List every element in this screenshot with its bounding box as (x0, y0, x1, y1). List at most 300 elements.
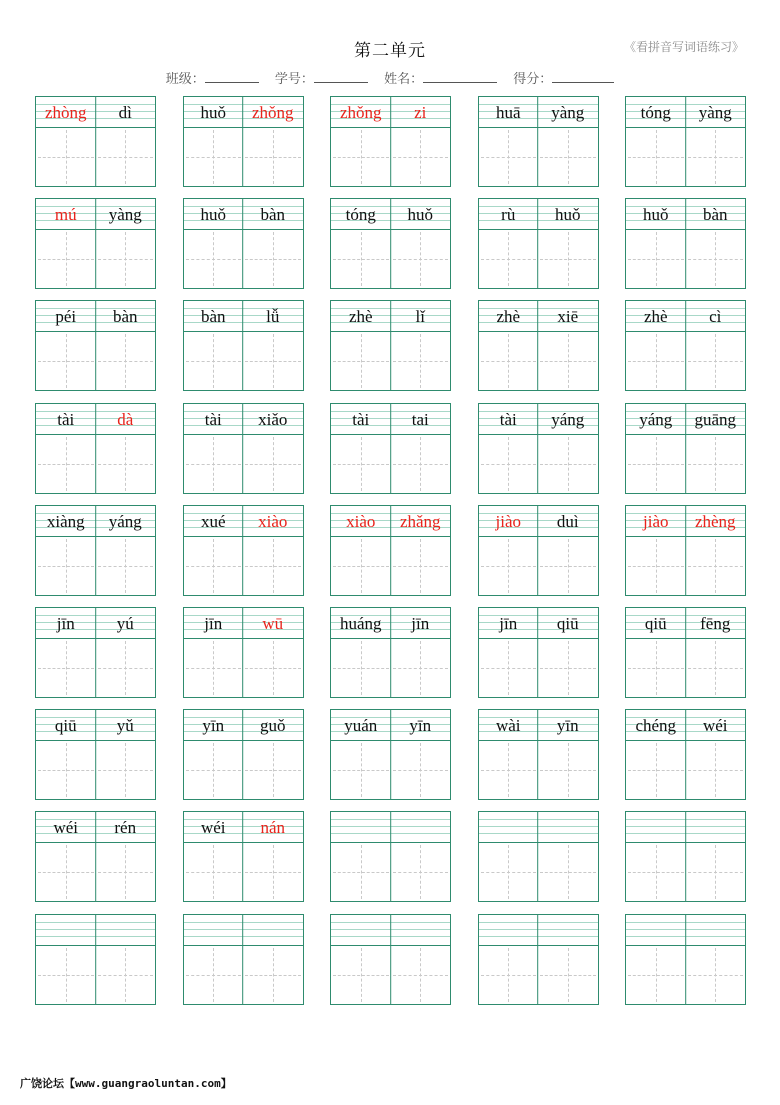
guide-line (361, 130, 362, 184)
guide-line (125, 948, 126, 1002)
guide-line (656, 845, 657, 899)
pinyin-right: dà (117, 409, 134, 429)
word-cell (35, 300, 156, 391)
word-cell (330, 811, 451, 902)
score-label: 得分： (513, 72, 553, 87)
pinyin-left: tài (204, 409, 222, 429)
character-box[interactable] (36, 537, 96, 595)
character-box[interactable] (686, 537, 746, 595)
character-box[interactable] (538, 128, 598, 186)
pinyin-right: duì (556, 511, 579, 531)
guide-line (508, 437, 509, 491)
pinyin-left (331, 916, 391, 945)
word-cell (478, 198, 599, 289)
character-box[interactable] (96, 639, 156, 697)
guide-line (273, 641, 274, 695)
character-box[interactable] (686, 230, 746, 288)
character-box[interactable] (184, 332, 244, 390)
character-box[interactable] (331, 639, 391, 697)
class-field (166, 72, 259, 87)
character-box[interactable] (626, 741, 686, 799)
word-cell (330, 914, 451, 1005)
word-cell (330, 96, 451, 187)
character-box[interactable] (686, 843, 746, 901)
guide-line (420, 539, 421, 593)
guide-line (66, 437, 67, 491)
pinyin-right: yīn (409, 716, 432, 736)
character-box[interactable] (626, 843, 686, 901)
pinyin-left: zhè (496, 307, 521, 327)
pinyin-right: yáng (108, 511, 142, 531)
guide-line (361, 232, 362, 286)
character-box[interactable] (243, 537, 303, 595)
character-box[interactable] (184, 741, 244, 799)
pinyin-left: tóng (640, 103, 671, 122)
guide-line (213, 845, 214, 899)
guide-line (508, 232, 509, 286)
character-box[interactable] (479, 741, 539, 799)
character-box[interactable] (184, 435, 244, 493)
guide-line (420, 232, 421, 286)
word-cell (330, 403, 451, 494)
pinyin-left (184, 916, 244, 945)
pinyin-right: cì (709, 307, 722, 327)
guide-line (213, 437, 214, 491)
guide-line (125, 641, 126, 695)
word-cell (625, 403, 746, 494)
guide-line (66, 948, 67, 1002)
guide-line (213, 641, 214, 695)
guide-line (508, 845, 509, 899)
guide-line (420, 641, 421, 695)
character-box[interactable] (626, 332, 686, 390)
guide-line (715, 334, 716, 388)
pinyin-left: mú (54, 205, 77, 225)
character-box[interactable] (331, 843, 391, 901)
character-box[interactable] (479, 435, 539, 493)
character-box[interactable] (391, 741, 451, 799)
guide-line (125, 437, 126, 491)
score-field (513, 72, 614, 87)
word-cell (625, 607, 746, 698)
guide-line (361, 437, 362, 491)
pinyin-left: xiào (346, 511, 376, 531)
pinyin-right: lǚ (266, 307, 280, 327)
pinyin-right (686, 813, 746, 842)
character-box[interactable] (96, 230, 156, 288)
character-box[interactable] (96, 946, 156, 1004)
guide-line (715, 845, 716, 899)
word-cell (625, 709, 746, 800)
pinyin-left: jīn (499, 613, 518, 633)
character-box[interactable] (243, 230, 303, 288)
character-box[interactable] (184, 230, 244, 288)
guide-line (125, 845, 126, 899)
character-box[interactable] (36, 843, 96, 901)
character-box[interactable] (331, 230, 391, 288)
character-box[interactable] (479, 332, 539, 390)
character-box[interactable] (331, 332, 391, 390)
word-cell (183, 709, 304, 800)
pinyin-left: zhè (348, 307, 373, 327)
student-number-field (275, 72, 368, 87)
character-box[interactable] (538, 537, 598, 595)
guide-line (361, 334, 362, 388)
name-label: 姓名： (384, 72, 424, 87)
guide-line (568, 641, 569, 695)
character-box[interactable] (626, 537, 686, 595)
word-cell (625, 300, 746, 391)
character-box[interactable] (626, 128, 686, 186)
word-cell (35, 505, 156, 596)
character-box[interactable] (331, 435, 391, 493)
guide-line (656, 743, 657, 797)
word-cell (330, 300, 451, 391)
pinyin-left: péi (55, 307, 77, 327)
character-box[interactable] (243, 128, 303, 186)
pinyin-left: jiào (495, 511, 521, 531)
guide-line (213, 334, 214, 388)
pinyin-left: qiū (644, 613, 667, 633)
guide-line (213, 130, 214, 184)
character-box[interactable] (243, 435, 303, 493)
character-box[interactable] (96, 128, 156, 186)
guide-line (361, 539, 362, 593)
pinyin-left: jīn (56, 613, 75, 633)
character-box[interactable] (331, 537, 391, 595)
word-cell (478, 709, 599, 800)
guide-line (66, 539, 67, 593)
guide-line (273, 130, 274, 184)
footer (20, 1075, 232, 1091)
pinyin-left (626, 813, 686, 842)
guide-line (420, 437, 421, 491)
pinyin-right (391, 813, 451, 842)
pinyin-right: guāng (694, 409, 737, 429)
character-box[interactable] (479, 639, 539, 697)
pinyin-right: guǒ (260, 716, 286, 736)
word-cell (35, 198, 156, 289)
pinyin-left: huā (495, 103, 521, 122)
character-box[interactable] (391, 537, 451, 595)
character-box[interactable] (479, 128, 539, 186)
pinyin-left: yuán (344, 716, 378, 736)
pinyin-right (391, 916, 451, 945)
character-box[interactable] (96, 843, 156, 901)
character-box[interactable] (626, 435, 686, 493)
character-box[interactable] (243, 332, 303, 390)
pinyin-right: huǒ (407, 205, 433, 225)
pinyin-right: yàng (551, 103, 585, 122)
score-blank[interactable] (552, 70, 614, 83)
pinyin-right (538, 916, 598, 945)
guide-line (715, 641, 716, 695)
guide-line (66, 641, 67, 695)
guide-line (568, 130, 569, 184)
pinyin-left: wéi (200, 818, 226, 838)
student-number-blank[interactable] (314, 70, 368, 83)
pinyin-right: zi (414, 103, 427, 122)
guide-line (420, 743, 421, 797)
guide-line (568, 845, 569, 899)
word-cell (35, 403, 156, 494)
pinyin-right: yáng (551, 409, 585, 429)
word-cell (183, 300, 304, 391)
guide-line (715, 948, 716, 1002)
character-box[interactable] (626, 230, 686, 288)
word-cell (478, 300, 599, 391)
word-cell (625, 505, 746, 596)
pinyin-left (479, 916, 539, 945)
guide-line (125, 334, 126, 388)
word-cell (35, 914, 156, 1005)
word-cell (183, 505, 304, 596)
guide-line (656, 130, 657, 184)
character-box[interactable] (538, 230, 598, 288)
guide-line (273, 845, 274, 899)
guide-line (715, 743, 716, 797)
guide-line (568, 437, 569, 491)
pinyin-right: qiū (556, 613, 579, 633)
pinyin-right: yàng (108, 205, 142, 225)
pinyin-right: dì (118, 103, 132, 122)
pinyin-left: huǒ (200, 103, 226, 122)
guide-line (656, 539, 657, 593)
pinyin-left: zhè (643, 307, 668, 327)
character-box[interactable] (391, 639, 451, 697)
pinyin-left: bàn (200, 307, 226, 327)
character-box[interactable] (538, 639, 598, 697)
student-info-bar (0, 68, 780, 87)
guide-line (361, 845, 362, 899)
guide-line (508, 948, 509, 1002)
pinyin-left: tài (352, 409, 370, 429)
page-subtitle: 《看拼音写词语练习》 (623, 40, 744, 54)
guide-line (213, 948, 214, 1002)
guide-line (125, 130, 126, 184)
word-cell (330, 198, 451, 289)
character-box[interactable] (36, 639, 96, 697)
pinyin-left: chéng (635, 716, 677, 736)
pinyin-left (36, 916, 96, 945)
character-box[interactable] (538, 435, 598, 493)
character-box[interactable] (686, 435, 746, 493)
character-box[interactable] (36, 128, 96, 186)
pinyin-left: tài (499, 409, 517, 429)
guide-line (656, 232, 657, 286)
character-box[interactable] (686, 332, 746, 390)
character-box[interactable] (391, 843, 451, 901)
character-box[interactable] (331, 741, 391, 799)
footer-url: 【www.guangraoluntan.com】 (64, 1077, 232, 1090)
character-box[interactable] (36, 332, 96, 390)
guide-line (656, 948, 657, 1002)
character-box[interactable] (36, 946, 96, 1004)
pinyin-right: xiǎo (258, 409, 288, 429)
character-box[interactable] (391, 230, 451, 288)
guide-line (273, 948, 274, 1002)
guide-line (213, 539, 214, 593)
word-cell (478, 914, 599, 1005)
guide-line (273, 743, 274, 797)
character-box[interactable] (479, 843, 539, 901)
character-box[interactable] (391, 946, 451, 1004)
word-cell (35, 96, 156, 187)
character-box[interactable] (96, 537, 156, 595)
name-blank[interactable] (423, 70, 497, 83)
pinyin-right: bàn (260, 205, 286, 225)
character-box[interactable] (686, 639, 746, 697)
guide-line (66, 743, 67, 797)
character-box[interactable] (184, 537, 244, 595)
character-box[interactable] (36, 741, 96, 799)
character-box[interactable] (36, 230, 96, 288)
guide-line (568, 948, 569, 1002)
character-box[interactable] (626, 946, 686, 1004)
word-cell (625, 198, 746, 289)
guide-line (125, 743, 126, 797)
character-box[interactable] (36, 435, 96, 493)
character-box[interactable] (479, 230, 539, 288)
pinyin-right: xiào (258, 511, 288, 531)
guide-line (213, 743, 214, 797)
pinyin-left: jiào (643, 511, 669, 531)
pinyin-right: fēng (700, 613, 731, 633)
character-box[interactable] (184, 128, 244, 186)
character-box[interactable] (184, 946, 244, 1004)
character-box[interactable] (391, 128, 451, 186)
character-box[interactable] (686, 128, 746, 186)
character-box[interactable] (243, 843, 303, 901)
pinyin-right: wéi (702, 716, 728, 736)
class-blank[interactable] (205, 70, 259, 83)
guide-line (273, 334, 274, 388)
character-box[interactable] (626, 639, 686, 697)
word-cell (478, 607, 599, 698)
word-cell (183, 198, 304, 289)
word-cell (625, 96, 746, 187)
pinyin-left: yīn (202, 716, 225, 736)
pinyin-right: yú (116, 613, 134, 633)
pinyin-left: huáng (339, 613, 382, 633)
character-box[interactable] (479, 946, 539, 1004)
pinyin-left: jīn (204, 613, 223, 633)
guide-line (125, 232, 126, 286)
guide-line (715, 130, 716, 184)
pinyin-left: yáng (639, 409, 673, 429)
student-number-label: 学号： (274, 72, 314, 87)
guide-line (66, 130, 67, 184)
page-title: 第二单元 (354, 41, 426, 61)
pinyin-left: huǒ (200, 205, 226, 225)
pinyin-right: zhǎng (399, 511, 441, 531)
character-box[interactable] (538, 843, 598, 901)
character-box[interactable] (686, 946, 746, 1004)
guide-line (66, 334, 67, 388)
guide-line (273, 437, 274, 491)
pinyin-left (626, 916, 686, 945)
guide-line (508, 743, 509, 797)
guide-line (656, 437, 657, 491)
character-box[interactable] (331, 946, 391, 1004)
character-box[interactable] (243, 946, 303, 1004)
guide-line (715, 232, 716, 286)
class-label: 班级： (165, 72, 205, 87)
guide-line (420, 334, 421, 388)
pinyin-right: bàn (702, 205, 728, 225)
guide-line (420, 948, 421, 1002)
guide-line (361, 948, 362, 1002)
pinyin-right: xiē (557, 307, 579, 327)
character-box[interactable] (243, 639, 303, 697)
name-field (384, 72, 497, 87)
guide-line (420, 130, 421, 184)
character-box[interactable] (243, 741, 303, 799)
guide-line (508, 334, 509, 388)
guide-line (715, 437, 716, 491)
pinyin-left: xué (200, 511, 226, 531)
word-cell (35, 811, 156, 902)
pinyin-right: huǒ (555, 205, 581, 225)
character-box[interactable] (184, 843, 244, 901)
pinyin-right (96, 916, 156, 945)
guide-line (568, 743, 569, 797)
word-cell (183, 96, 304, 187)
guide-line (273, 232, 274, 286)
pinyin-right: wū (262, 613, 284, 633)
character-box[interactable] (96, 435, 156, 493)
character-box[interactable] (538, 741, 598, 799)
pinyin-left: qiū (54, 716, 77, 736)
word-cell (478, 403, 599, 494)
writing-grid (35, 96, 746, 1005)
word-cell (330, 709, 451, 800)
character-box[interactable] (331, 128, 391, 186)
pinyin-right: yǔ (116, 716, 134, 736)
word-cell (183, 403, 304, 494)
pinyin-left: zhǒng (339, 103, 382, 122)
word-cell (330, 607, 451, 698)
character-box[interactable] (686, 741, 746, 799)
guide-line (508, 539, 509, 593)
word-cell (183, 914, 304, 1005)
character-box[interactable] (96, 332, 156, 390)
word-cell (478, 96, 599, 187)
guide-line (656, 641, 657, 695)
word-cell (35, 709, 156, 800)
guide-line (125, 539, 126, 593)
pinyin-left: rù (501, 205, 516, 225)
guide-line (273, 539, 274, 593)
character-box[interactable] (391, 435, 451, 493)
pinyin-left (479, 813, 539, 842)
pinyin-right: rén (114, 818, 137, 838)
pinyin-left: wéi (53, 818, 79, 838)
pinyin-left: wài (495, 716, 521, 736)
guide-line (66, 232, 67, 286)
guide-line (508, 641, 509, 695)
character-box[interactable] (538, 332, 598, 390)
character-box[interactable] (538, 946, 598, 1004)
guide-line (568, 334, 569, 388)
word-cell (183, 607, 304, 698)
character-box[interactable] (391, 332, 451, 390)
pinyin-right: bàn (112, 307, 138, 327)
pinyin-right: tai (411, 409, 429, 429)
character-box[interactable] (479, 537, 539, 595)
character-box[interactable] (184, 639, 244, 697)
character-box[interactable] (96, 741, 156, 799)
